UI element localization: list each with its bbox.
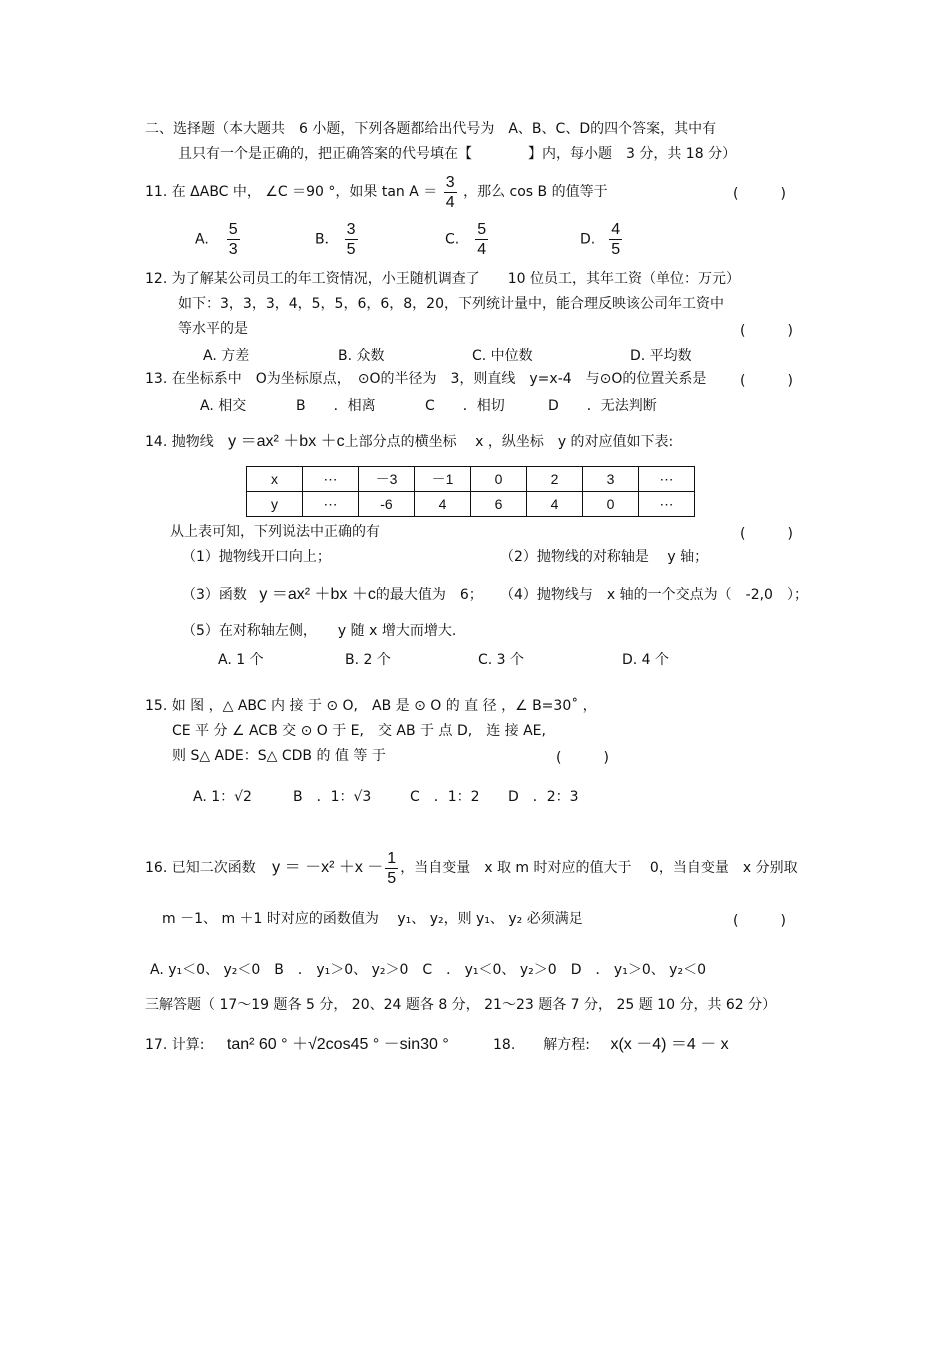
- q15-line2: CE 平 分 ∠ ACB 交 ⊙ O 于 E, 交 AB 于 点 D, 连 接 AE,: [172, 723, 546, 739]
- q13-option-a[interactable]: A. 相交: [200, 398, 247, 414]
- q14-option-a[interactable]: A. 1 个: [218, 652, 264, 668]
- q13-option-c[interactable]: C ．相切: [425, 398, 505, 414]
- table-cell: ⋯: [639, 467, 695, 492]
- q16-fraction: [385, 849, 398, 888]
- table-cell: ⋯: [639, 492, 695, 517]
- option-num: 5: [228, 221, 238, 238]
- q14-statement-5: （5）在对称轴左侧， y 随 x 增大而增大.: [182, 623, 457, 639]
- q15-option-d[interactable]: D ．2：3: [508, 789, 579, 805]
- q14-answer-paren: ( ): [740, 526, 793, 542]
- table-cell: ⋯: [303, 492, 359, 517]
- table-cell: x: [247, 467, 303, 492]
- q11-frac-num: 3: [445, 173, 455, 191]
- q14-value-table: [246, 466, 695, 517]
- table-row-y: [247, 492, 695, 517]
- q12-option-b[interactable]: B. 众数: [338, 348, 385, 364]
- section3-heading: 三解答题（ 17～19 题各 5 分， 20、24 题各 8 分， 21～23 题各 7 分， 25 题 10 分，共 62 分）: [145, 997, 777, 1013]
- q18: [493, 1036, 729, 1054]
- q13-option-d[interactable]: D ．无法判断: [548, 398, 657, 414]
- q14-statement-2: （2）抛物线的对称轴是 y 轴；: [500, 549, 709, 565]
- q13-line1: 13. 在坐标系中 O为坐标原点， ⊙O的半径为 3，则直线 y=x-4 与⊙O的位置关系是: [145, 371, 707, 387]
- s3-prefix: （3）函数: [182, 587, 247, 603]
- table-cell: y: [247, 492, 303, 517]
- q12-line2: 如下：3，3，3，4，5，5，6，6，8，20，下列统计量中，能合理反映该公司年工资中: [178, 296, 724, 312]
- q11-suffix: ，那么 cos B 的值等于: [463, 184, 608, 200]
- option-den: 5: [346, 241, 356, 258]
- q15-option-a[interactable]: A. 1：√2: [193, 789, 252, 805]
- q13-option-b[interactable]: B ．相离: [296, 398, 376, 414]
- q18-label: 18. 解方程:: [493, 1037, 590, 1053]
- table-cell: 4: [415, 492, 471, 517]
- q15-line1: 15. 如 图 ，△ ABC 内 接 于 ⊙ O, AB 是 ⊙ O 的 直 径 ，∠ B=30˚ ，: [145, 698, 597, 714]
- option-den: 5: [611, 241, 621, 258]
- q11-answer-paren: ( ): [733, 186, 786, 202]
- q12-answer-paren: ( ): [740, 323, 793, 339]
- q13-answer-paren: ( ): [740, 373, 793, 389]
- section2-heading-line1: 二、选择题（本大题共 6 小题，下列各题都给出代号为 A、B、C、D的四个答案，其中有: [145, 121, 717, 137]
- q11-option-d[interactable]: [580, 220, 624, 259]
- option-label: C.: [445, 231, 460, 248]
- q11-prefix: 11. 在 ΔABC 中， ∠C ＝90 °，如果 tan A ＝: [145, 184, 438, 200]
- s3-suffix: 的最大值为 6；: [375, 587, 483, 603]
- q11-option-a[interactable]: [195, 220, 242, 259]
- q17-formula: tan² 60 ° ＋√2cos45 ° －sin30 °: [226, 1036, 449, 1053]
- option-fraction: [609, 220, 622, 259]
- q11-frac-den: 4: [445, 193, 455, 211]
- q14-stem: [145, 433, 673, 451]
- table-cell: 0: [583, 492, 639, 517]
- option-num: 5: [477, 221, 487, 238]
- q12-line3: 等水平的是: [178, 321, 248, 337]
- q16-suffix: ，当自变量 x 取 m 时对应的值大于 0，当自变量 x 分别取: [400, 860, 798, 876]
- q14-option-c[interactable]: C. 3 个: [478, 652, 525, 668]
- option-fraction: [345, 220, 358, 259]
- q11-option-c[interactable]: [445, 220, 490, 259]
- q17-label: 17. 计算:: [145, 1037, 205, 1053]
- q14-line-after: 从上表可知，下列说法中正确的有: [170, 524, 380, 540]
- q11-fraction: [444, 173, 457, 212]
- q14-suffix: 上部分点的横坐标 x ，纵坐标 y 的对应值如下表:: [344, 434, 674, 450]
- option-fraction: [227, 220, 240, 259]
- table-cell: 6: [471, 492, 527, 517]
- q14-option-d[interactable]: D. 4 个: [622, 652, 670, 668]
- q12-option-d[interactable]: D. 平均数: [630, 348, 692, 364]
- q16-prefix: 16. 已知二次函数: [145, 860, 256, 876]
- option-label: A.: [195, 231, 209, 248]
- option-label: B．: [315, 231, 339, 248]
- q14-prefix: 14. 抛物线: [145, 434, 214, 450]
- s3-formula: y ＝ax² ＋bx ＋c: [259, 586, 376, 603]
- q14-option-b[interactable]: B. 2 个: [345, 652, 391, 668]
- q14-statement-1: （1）抛物线开口向上；: [182, 549, 331, 565]
- q14-formula: y ＝ax² ＋bx ＋c: [228, 433, 345, 450]
- q16-line2: m －1、 m ＋1 时对应的函数值为 y₁、 y₂，则 y₁、 y₂ 必须满足: [162, 911, 583, 927]
- option-den: 3: [228, 241, 238, 258]
- q12-option-a[interactable]: A. 方差: [203, 348, 250, 364]
- option-label: D.: [580, 231, 596, 248]
- q15-option-b[interactable]: B ．1：√3: [293, 789, 372, 805]
- table-cell: ⋯: [303, 467, 359, 492]
- table-cell: -6: [359, 492, 415, 517]
- q14-statement-3: [182, 586, 483, 604]
- q15-option-c[interactable]: C ．1：2: [410, 789, 480, 805]
- q15-answer-paren: ( ): [556, 750, 609, 766]
- q12-line1: 12. 为了解某公司员工的年工资情况，小王随机调查了 10 位员工，其年工资（单位：万元）: [145, 271, 740, 287]
- q16-frac-num: 1: [387, 849, 397, 867]
- q11-option-b[interactable]: [315, 220, 360, 259]
- q16-formula: y ＝ －x² ＋x －: [272, 859, 384, 876]
- table-cell: －1: [415, 467, 471, 492]
- option-num: 4: [611, 221, 621, 238]
- q16-stem: [145, 848, 798, 888]
- q11-stem: [145, 172, 608, 212]
- q17: [145, 1036, 449, 1054]
- table-cell: 3: [583, 467, 639, 492]
- q18-formula: x(x －4) ＝4 － x: [610, 1036, 729, 1053]
- q16-frac-den: 5: [387, 869, 397, 887]
- option-num: 3: [346, 221, 356, 238]
- option-den: 4: [477, 241, 487, 258]
- table-cell: 2: [527, 467, 583, 492]
- table-cell: 4: [527, 492, 583, 517]
- table-cell: －3: [359, 467, 415, 492]
- q16-options[interactable]: A. y₁＜0、 y₂＜0 B ． y₁＞0、 y₂＞0 C ． y₁＜0、 y₂＞0 D ． y₁＞0、 y₂＜0: [150, 962, 706, 978]
- table-cell: 0: [471, 467, 527, 492]
- option-fraction: [475, 220, 488, 259]
- q16-answer-paren: ( ): [733, 913, 786, 929]
- table-row-x: [247, 467, 695, 492]
- section2-heading-line2: 且只有一个是正确的，把正确答案的代号填在【 】内，每小题 3 分，共 18 分）: [178, 146, 737, 162]
- q12-option-c[interactable]: C. 中位数: [472, 348, 533, 364]
- q14-statement-4: （4）抛物线与 x 轴的一个交点为（ -2,0 ）；: [500, 587, 808, 603]
- q15-line3: 则 S△ ADE：S△ CDB 的 值 等 于: [172, 748, 386, 764]
